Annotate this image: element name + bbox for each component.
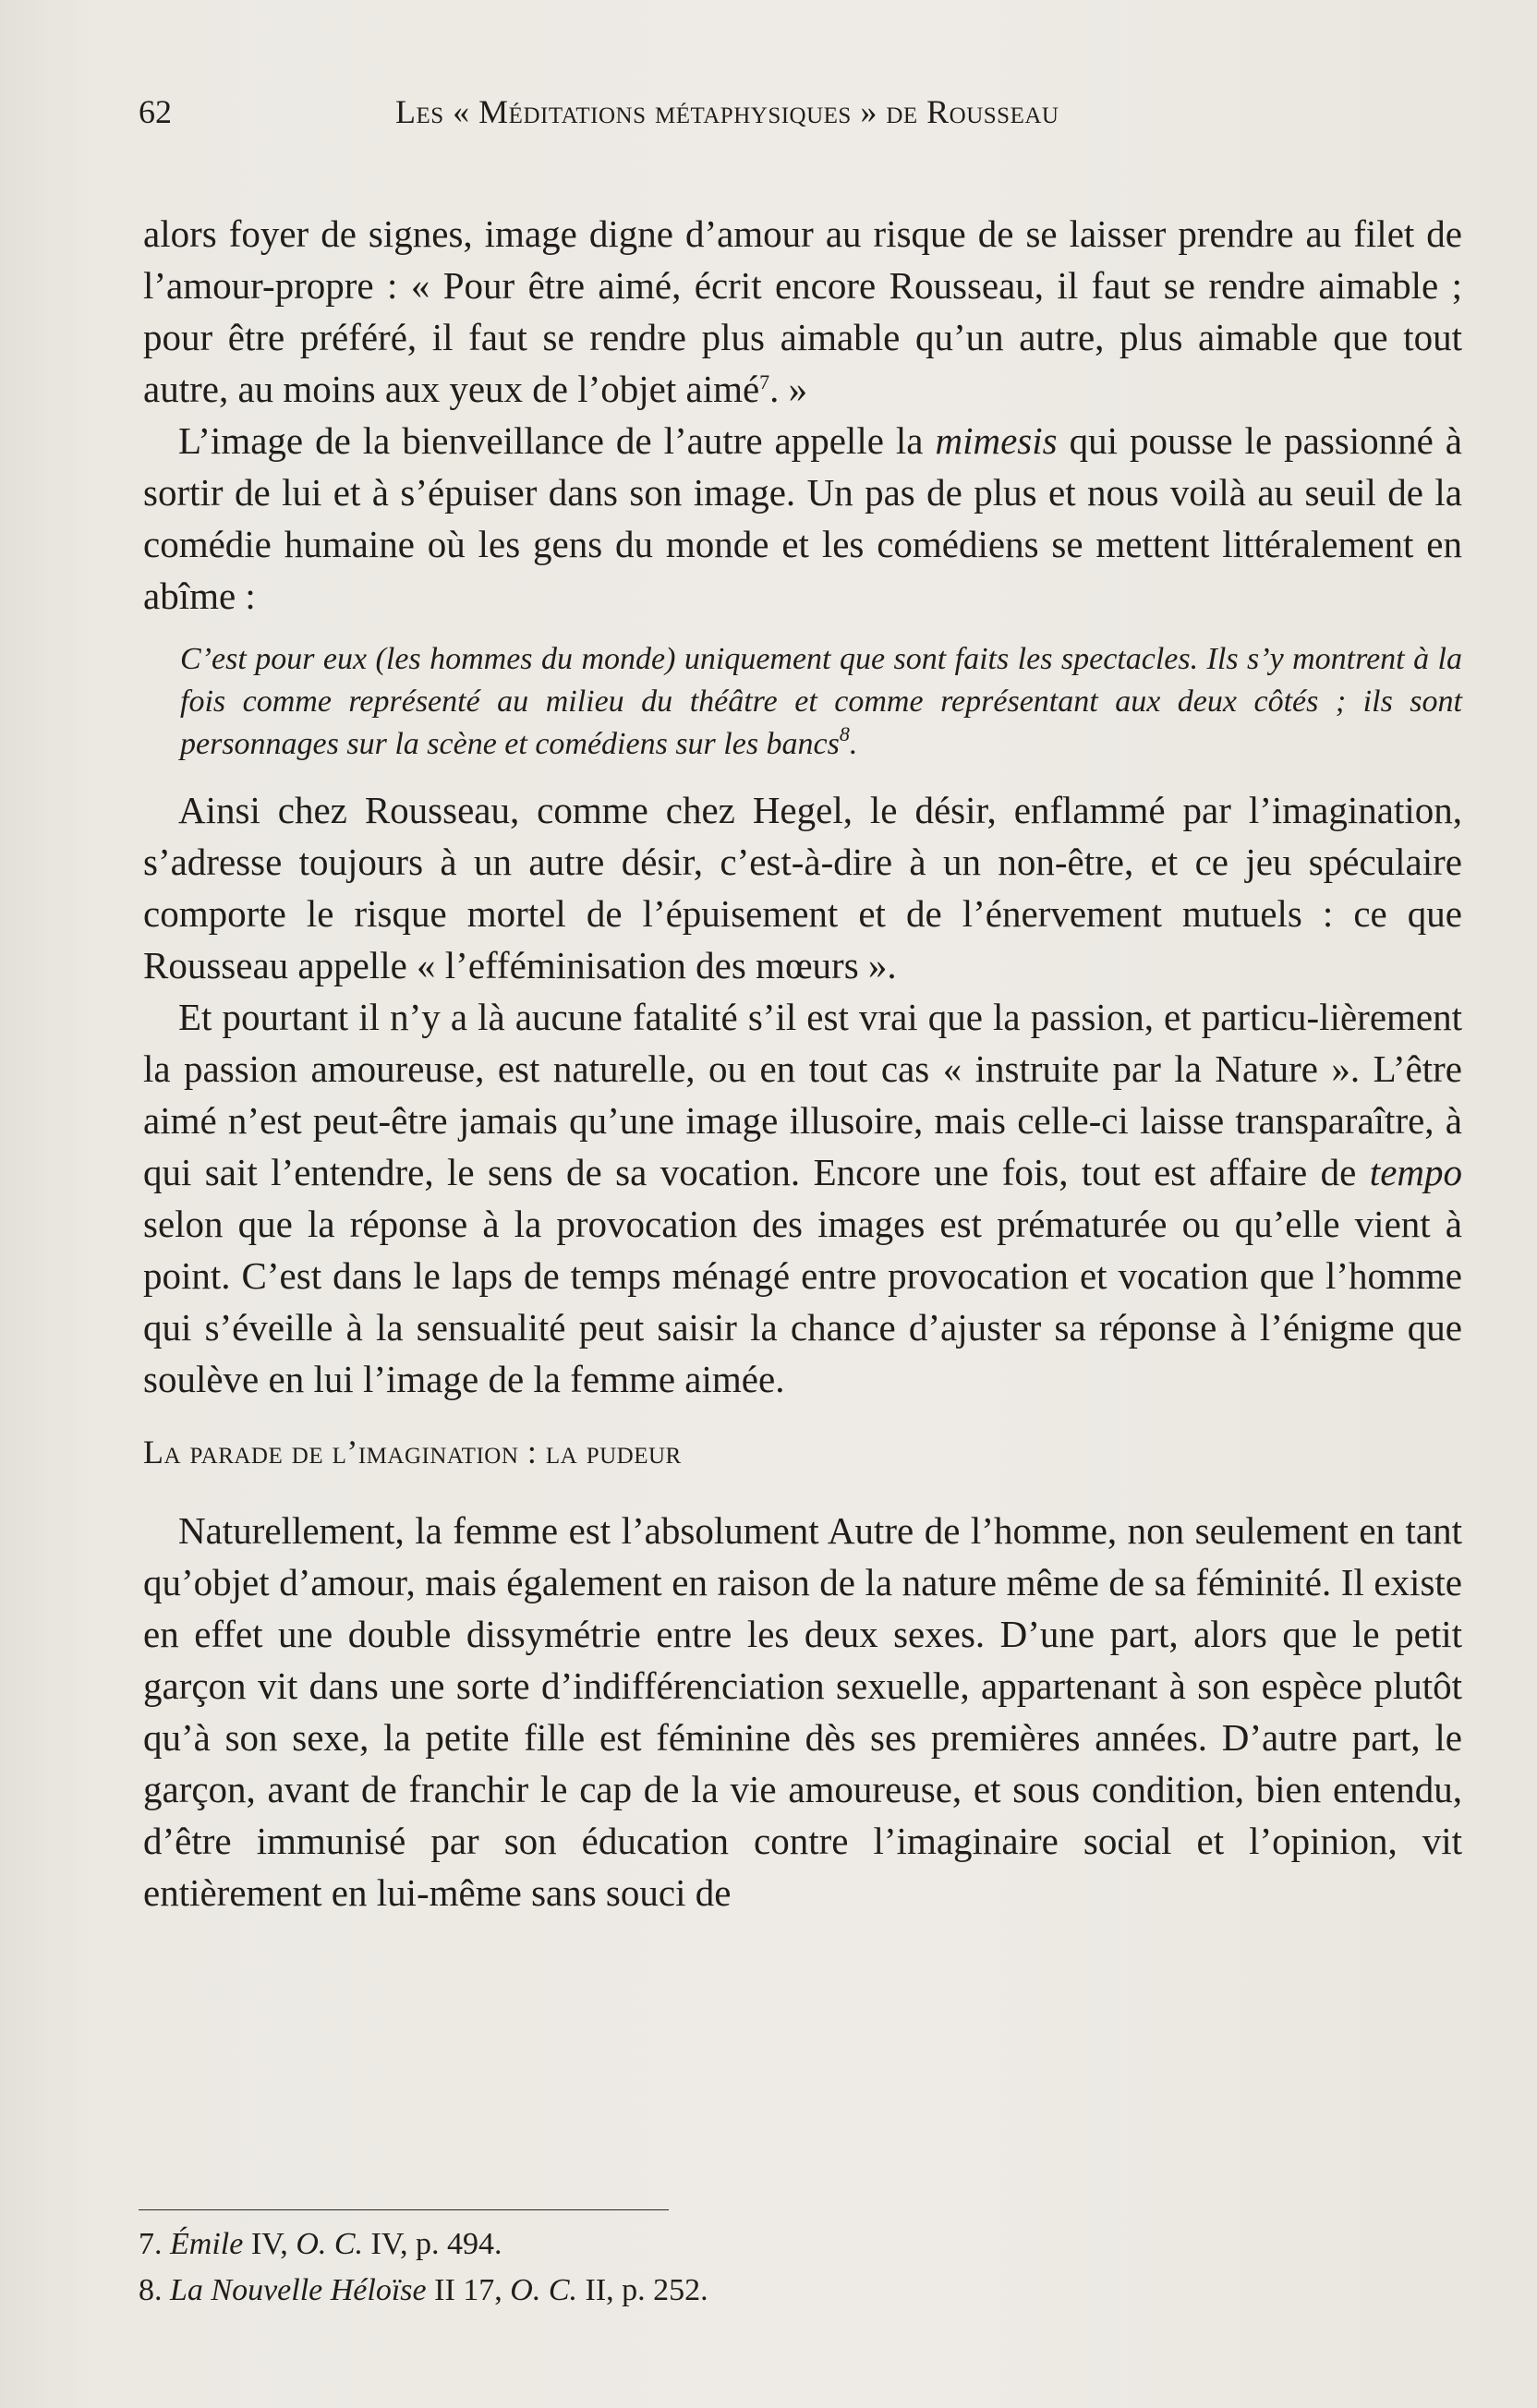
section-heading: La parade de l’imagination : la pudeur: [143, 1434, 682, 1470]
footnote-7: 7. Émile IV, O. C. IV, p. 494.: [139, 2227, 502, 2261]
running-title: Les « Méditations métaphysiques » de Rousseau: [395, 93, 1059, 130]
paragraph-2: L’image de la bienveillance de l’autre appelle la mimesis qui pousse le passionné à sortir de lui et à s’épuiser dans son image. Un pas de plus et nous voilà au seuil de la comédie humaine où les gens du monde et les comédiens se mettent littéralement en abîme :: [143, 419, 1462, 617]
paragraph-5: Naturellement, la femme est l’absolument Autre de l’homme, non seulement en tant qu’objet d’amour, mais également en raison de la nature même de sa féminité. Il existe en effet une double dissymétrie entre les deux sexes. D’une part, alors que le petit garçon vit dans une sorte d’indifférenciation sexuelle, appartenant à son espèce plutôt qu’à son sexe, la petite fille est féminine dès ses premières années. D’autre part, le garçon, avant de franchir le cap de la vie amoureuse, et sous condition, bien entendu, d’être immunisé par son éducation contre l’imaginaire social et l’opinion, vit entièrement en lui-même sans souci de: [143, 1509, 1462, 1914]
emphasis-tempo: tempo: [1369, 1151, 1462, 1193]
footnote-ref-7: 7: [759, 370, 770, 393]
paragraph-1: alors foyer de signes, image digne d’amour au risque de se laisser prendre au filet de l’amour-propre : « Pour être aimé, écrit encore Rousseau, il faut se rendre aimable ; pour être préféré, il faut se rendre plus aimable qu’un autre, plus aimable que tout autre, au moins aux yeux de l’objet aimé$^7$. »: [143, 212, 1462, 410]
emphasis-mimesis: mimesis: [935, 419, 1058, 462]
footnote-8: 8. La Nouvelle Héloïse II 17, O. C. II, p. 252.: [139, 2273, 708, 2307]
footnotes: [139, 2221, 1062, 2314]
footnote-ref-8: 8: [839, 722, 850, 745]
page-number: 62: [139, 93, 172, 130]
page-header: [139, 92, 1459, 139]
body-text: [143, 208, 1462, 1918]
footnote-rule: [139, 2209, 669, 2210]
paragraph-3: Ainsi chez Rousseau, comme chez Hegel, le désir, enflammé par l’imagination, s’adresse toujours à un autre désir, c’est-à-dire à un non-être, et ce jeu spéculaire comporte le risque mortel de l’épuisement et de l’énervement mutuels : ce que Rousseau appelle « l’efféminisation des mœurs ».: [143, 789, 1462, 986]
block-quote: [180, 638, 1462, 766]
paragraph-4: Et pourtant il n’y a là aucune fatalité s’il est vrai que la passion, et particu-lièrement la passion amoureuse, est naturelle, ou en tout cas « instruite par la Nature ». L’être aimé n’est peut-être jamais qu’une image illusoire, mais celle-ci laisse transparaître, à qui sait l’entendre, le sens de sa vocation. Encore une fois, tout est affaire de tempo selon que la réponse à la provocation des images est prématurée ou qu’elle vient à point. C’est dans le laps de temps ménagé entre provocation et vocation que l’homme qui s’éveille à la sensualité peut saisir la chance d’ajuster sa réponse à l’énigme que soulève en lui l’image de la femme aimée.: [143, 996, 1462, 1400]
quote-text: C’est pour eux (les hommes du monde) uniquement que sont faits les spectacles. Ils s’y montrent à la fois comme représenté au milieu du théâtre et comme représentant aux deux côtés ; ils sont personnages sur la scène et comédiens sur les bancs$^8$.: [180, 642, 1462, 761]
